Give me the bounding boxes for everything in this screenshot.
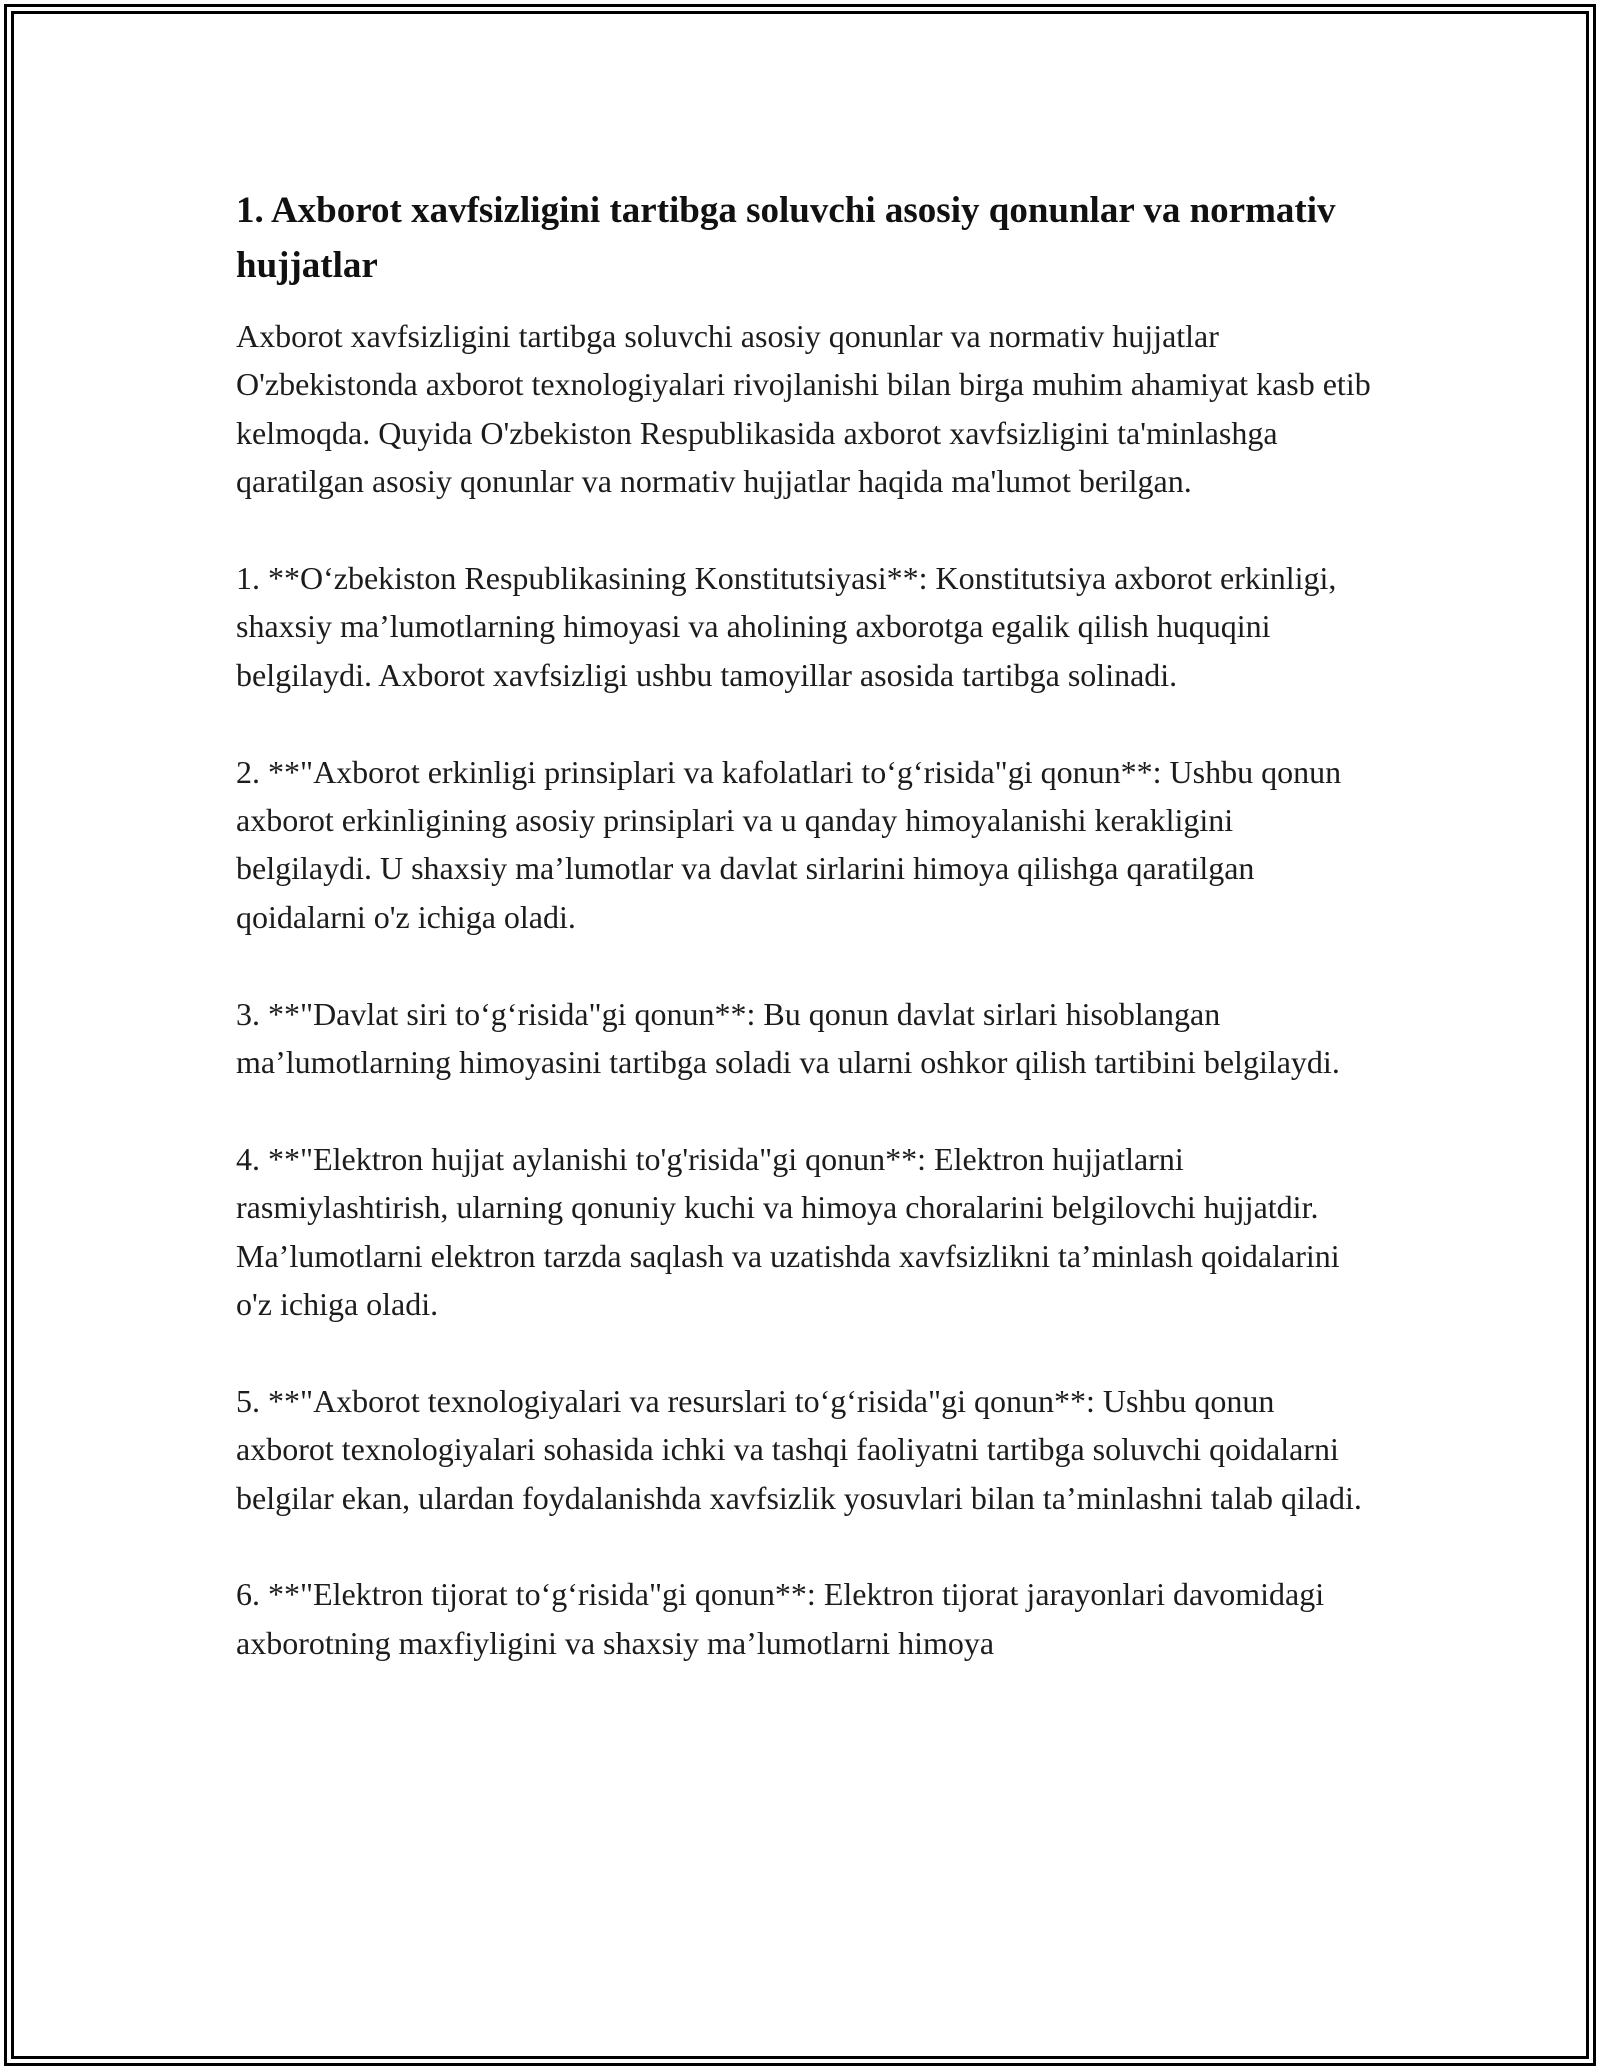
list-item-freedom-of-information-law: 2. **"Axborot erkinligi prinsiplari va kafolatlari to‘g‘risida"gi qonun**: Ushbu qonun axborot erkinligining asosiy prinsiplari va u qanday himoyalanishi kerakligini belgilaydi. U shaxsiy ma’lumotlar va davlat sirlarini himoya qilishga qaratilgan qoidalarni o'z ichiga oladi.	[236, 753, 1342, 935]
list-item-e-commerce-law: 6. **"Elektron tijorat to‘g‘risida"gi qonun**: Elektron tijorat jarayonlari davomidagi axborotning maxfiyligini va shaxsiy ma’lumotlarni himoya	[236, 1576, 1325, 1661]
list-item-state-secret-law: 3. **"Davlat siri to‘g‘risida"gi qonun**: Bu qonun davlat sirlari hisoblangan ma’lumotlarning himoyasini tartibga soladi va ularni oshkor qilish tartibini belgilaydi.	[236, 995, 1340, 1081]
document-body	[236, 183, 1376, 1716]
intro-paragraph: Axborot xavfsizligini tartibga soluvchi asosiy qonunlar va normativ hujjatlar O'zbekistonda axborot texnologiyalari rivojlanishi bilan birga muhim ahamiyat kasb etib kelmoqda. Quyida O'zbekiston Respublikasida axborot xavfsizligini ta'minlashga qaratilgan asosiy qonunlar va normativ hujjatlar haqida ma'lumot berilgan.	[236, 318, 1371, 500]
list-item-electronic-document-law: 4. **"Elektron hujjat aylanishi to'g'risida"gi qonun**: Elektron hujjatlarni rasmiylashtirish, ularning qonuniy kuchi va himoya choralarini belgilovchi hujjatdir. Ma’lumotlarni elektron tarzda saqlash va uzatishda xavfsizlikni ta’minlash qoidalarini o'z ichiga oladi.	[236, 1140, 1340, 1323]
document-title: 1. Axborot xavfsizligini tartibga soluvchi asosiy qonunlar va normativ hujjatlar	[236, 190, 1336, 286]
list-item-constitution: 1. **O‘zbekiston Respublikasining Konstitutsiyasi**: Konstitutsiya axborot erkinligi, shaxsiy ma’lumotlarning himoyasi va aholining axborotga egalik qilish huquqini belgilaydi. Axborot xavfsizligi ushbu tamoyillar asosida tartibga solinadi.	[236, 560, 1337, 693]
list-item-it-resources-law: 5. **"Axborot texnologiyalari va resurslari to‘g‘risida"gi qonun**: Ushbu qonun axborot texnologiyalari sohasida ichki va tashqi faoliyatni tartibga soluvchi qoidalarni belgilar ekan, ulardan foydalanishda xavfsizlik yosuvlari bilan ta’minlashni talab qiladi.	[236, 1382, 1362, 1516]
